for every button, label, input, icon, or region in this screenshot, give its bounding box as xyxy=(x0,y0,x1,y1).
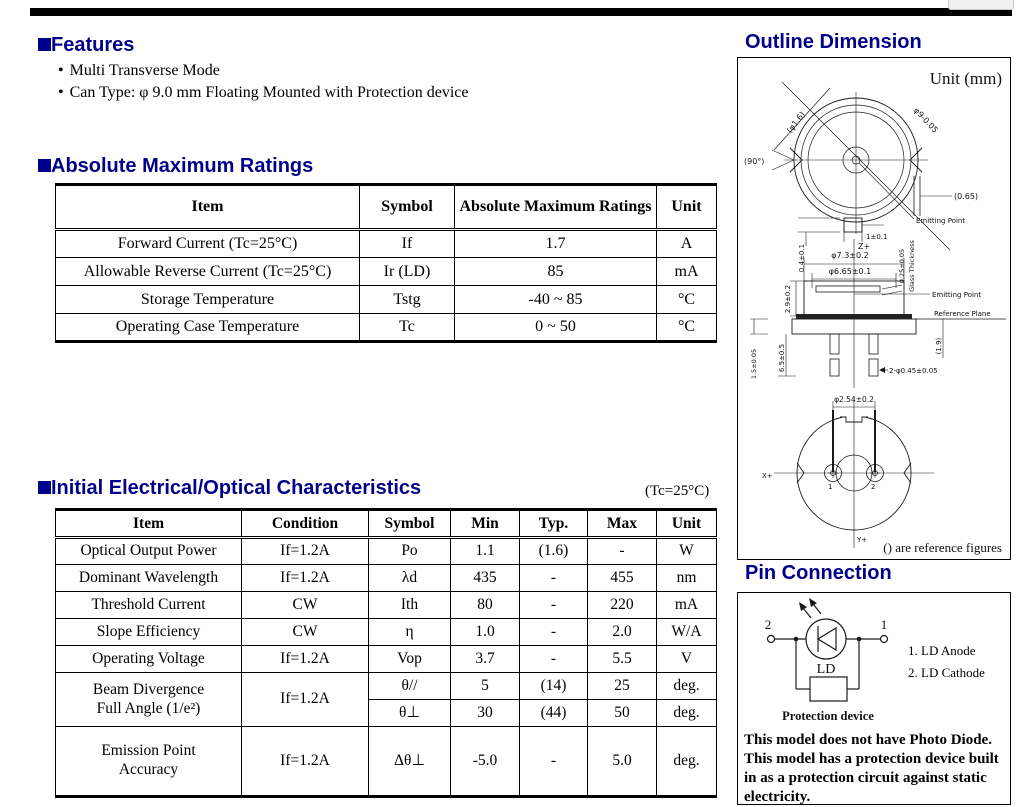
features-list xyxy=(58,60,469,104)
table-cell: (1.6) xyxy=(520,538,588,565)
table-cell: 25 xyxy=(588,673,657,700)
table-cell: If=1.2A xyxy=(242,646,369,673)
table-cell: 30 xyxy=(451,700,520,727)
table-row xyxy=(56,592,717,619)
bullet-icon: • xyxy=(58,84,64,101)
table-cell: Operating Case Temperature xyxy=(56,314,360,342)
header-cell: Min xyxy=(451,510,520,538)
header-cell: Symbol xyxy=(360,185,455,230)
pin-connection-panel xyxy=(737,592,1011,805)
tc-condition-note: (Tc=25°C) xyxy=(645,483,710,499)
table-cell: nm xyxy=(657,565,717,592)
table-cell: If=1.2A xyxy=(242,565,369,592)
table-header-row xyxy=(56,185,717,230)
table-cell: η xyxy=(369,619,451,646)
table-cell: Ir (LD) xyxy=(360,258,455,286)
table-row xyxy=(56,286,717,314)
header-cell: Absolute Maximum Ratings xyxy=(455,185,657,230)
table-row xyxy=(56,230,717,258)
bullet-icon: • xyxy=(58,62,64,79)
table-cell: 435 xyxy=(451,565,520,592)
header-cell: Item xyxy=(56,185,360,230)
dim-label: 6.5±0.5 xyxy=(778,343,786,373)
table-cell: (44) xyxy=(520,700,588,727)
outline-dimension-panel xyxy=(737,57,1011,560)
table-cell: Operating Voltage xyxy=(56,646,242,673)
dim-label: φ7.3±0.2 xyxy=(831,251,869,260)
pin-connection-title: Pin Connection xyxy=(745,562,892,584)
header-cell: Max xyxy=(588,510,657,538)
table-cell: Po xyxy=(369,538,451,565)
feature-item: • Multi Transverse Mode xyxy=(58,62,220,79)
table-cell: 3.7 xyxy=(451,646,520,673)
table-cell: 1.7 xyxy=(455,230,657,258)
table-cell: -40 ~ 85 xyxy=(455,286,657,314)
table-cell: 0 ~ 50 xyxy=(455,314,657,342)
table-cell: mA xyxy=(657,258,717,286)
reference-figures-note: () are reference figures xyxy=(883,540,1002,555)
table-cell: CW xyxy=(242,592,369,619)
section-marker-icon xyxy=(38,38,51,51)
features-title: Features xyxy=(51,34,135,56)
glass-thickness-label: Glass Thickness xyxy=(908,240,916,292)
header-cell: Unit xyxy=(657,185,717,230)
header-cell: Item xyxy=(56,510,242,538)
table-cell: 220 xyxy=(588,592,657,619)
characteristics-title: Initial Electrical/Optical Characteristics xyxy=(51,477,422,499)
table-header-row xyxy=(56,510,717,538)
table-cell: W xyxy=(657,538,717,565)
table-row xyxy=(56,258,717,286)
dim-label: (90°) xyxy=(744,157,765,166)
anode-label: 1. LD Anode xyxy=(908,643,976,658)
table-cell: If=1.2A xyxy=(242,673,369,727)
side-view-drawing xyxy=(750,239,1006,388)
table-cell: - xyxy=(520,565,588,592)
dim-label: 2-φ0.45±0.05 xyxy=(889,367,938,375)
section-marker-icon xyxy=(38,481,51,494)
dim-label: φ2.54±0.2 xyxy=(834,395,874,404)
table-cell: 85 xyxy=(455,258,657,286)
table-cell: Dominant Wavelength xyxy=(56,565,242,592)
table-cell: - xyxy=(520,727,588,797)
table-cell: Threshold Current xyxy=(56,592,242,619)
table-cell: Tstg xyxy=(360,286,455,314)
table-cell: mA xyxy=(657,592,717,619)
table-cell: deg. xyxy=(657,673,717,700)
table-cell: deg. xyxy=(657,700,717,727)
table-cell: Ith xyxy=(369,592,451,619)
table-cell: 2.0 xyxy=(588,619,657,646)
table-row xyxy=(56,673,717,700)
feature-item: • Can Type: φ 9.0 mm Floating Mounted with Protection device xyxy=(58,84,469,101)
header-cell: Typ. xyxy=(520,510,588,538)
table-cell: V xyxy=(657,646,717,673)
table-cell: A xyxy=(657,230,717,258)
table-cell: Vop xyxy=(369,646,451,673)
glass-thickness-label: 0.25±0.05 xyxy=(898,248,906,284)
header-cell: Symbol xyxy=(369,510,451,538)
table-row xyxy=(56,646,717,673)
table-cell: 1.0 xyxy=(451,619,520,646)
bottom-view-drawing xyxy=(762,395,934,548)
table-cell: CW xyxy=(242,619,369,646)
table-cell: 80 xyxy=(451,592,520,619)
header-cell: Condition xyxy=(242,510,369,538)
outline-dimension-title: Outline Dimension xyxy=(745,31,922,53)
reference-plane-label: Reference Plane xyxy=(934,310,991,318)
table-cell: W/A xyxy=(657,619,717,646)
dim-label: 0.4±0.1 xyxy=(798,243,806,273)
abs-max-heading xyxy=(38,155,313,177)
header-cell: Unit xyxy=(657,510,717,538)
outline-drawing xyxy=(738,58,1010,559)
table-cell: Tc xyxy=(360,314,455,342)
table-cell: 5 xyxy=(451,673,520,700)
pin-number-label: 2 xyxy=(764,617,772,632)
dim-label: φ6.65±0.1 xyxy=(828,267,872,276)
table-cell: λd xyxy=(369,565,451,592)
abs-max-title: Absolute Maximum Ratings xyxy=(51,155,314,177)
axis-label: Y+ xyxy=(857,536,868,544)
cathode-label: 2. LD Cathode xyxy=(908,665,985,680)
table-cell: Forward Current (Tc=25°C) xyxy=(56,230,360,258)
dim-label: (φ1.6) xyxy=(785,110,808,135)
table-row xyxy=(56,727,717,797)
table-cell: - xyxy=(588,538,657,565)
dim-label: 2.9±0.2 xyxy=(784,284,792,314)
table-cell: Emission Point Accuracy xyxy=(56,727,242,797)
dim-label: φ9-0.05 xyxy=(911,105,940,135)
ld-label: LD xyxy=(816,662,836,677)
table-cell: Optical Output Power xyxy=(56,538,242,565)
pin-circuit-drawing xyxy=(738,593,1010,728)
pin-number-label: 2 xyxy=(871,483,876,491)
table-cell: 50 xyxy=(588,700,657,727)
table-cell: Allowable Reverse Current (Tc=25°C) xyxy=(56,258,360,286)
table-cell: 455 xyxy=(588,565,657,592)
axis-label: Z+ xyxy=(858,242,871,251)
characteristics-heading xyxy=(38,477,421,499)
unit-label: Unit (mm) xyxy=(929,69,1002,88)
scrollbar-fragment[interactable] xyxy=(948,0,1014,10)
table-cell: 5.5 xyxy=(588,646,657,673)
table-cell: deg. xyxy=(657,727,717,797)
photo-diode-note: This model does not have Photo Diode. This model has a protection device built in as a protection circuit against static electricity. xyxy=(744,732,999,805)
table-cell: Storage Temperature xyxy=(56,286,360,314)
dim-label: (1.9) xyxy=(935,337,943,355)
table-cell: 1.1 xyxy=(451,538,520,565)
table-cell: If=1.2A xyxy=(242,727,369,797)
table-cell: θ// xyxy=(369,673,451,700)
table-cell: -5.0 xyxy=(451,727,520,797)
table-row xyxy=(56,538,717,565)
characteristics-table xyxy=(55,508,717,798)
dim-label: 1.5±0.05 xyxy=(750,348,758,380)
axis-label: X+ xyxy=(762,472,773,480)
table-cell: Slope Efficiency xyxy=(56,619,242,646)
table-cell: °C xyxy=(657,314,717,342)
top-rule xyxy=(30,8,1012,16)
table-cell: 5.0 xyxy=(588,727,657,797)
dim-label: 1±0.1 xyxy=(866,233,888,241)
abs-max-table xyxy=(55,183,717,343)
table-cell: (14) xyxy=(520,673,588,700)
emitting-point-label: Emitting Point xyxy=(916,217,966,225)
features-heading xyxy=(38,34,134,56)
table-row xyxy=(56,619,717,646)
protection-device-label: Protection device xyxy=(782,709,874,723)
pin-number-label: 1 xyxy=(828,483,833,491)
table-cell: Δθ⊥ xyxy=(369,727,451,797)
table-row xyxy=(56,314,717,342)
section-marker-icon xyxy=(38,159,51,172)
table-row xyxy=(56,565,717,592)
table-cell: If=1.2A xyxy=(242,538,369,565)
table-cell: - xyxy=(520,592,588,619)
emitting-point-label: Emitting Point xyxy=(932,291,982,299)
dim-label: (0.65) xyxy=(954,192,979,201)
pin-number-label: 1 xyxy=(880,617,888,632)
table-cell: θ⊥ xyxy=(369,700,451,727)
table-cell: - xyxy=(520,646,588,673)
table-cell: If xyxy=(360,230,455,258)
table-cell: - xyxy=(520,619,588,646)
table-cell: Beam Divergence Full Angle (1/e²) xyxy=(56,673,242,727)
table-cell: °C xyxy=(657,286,717,314)
